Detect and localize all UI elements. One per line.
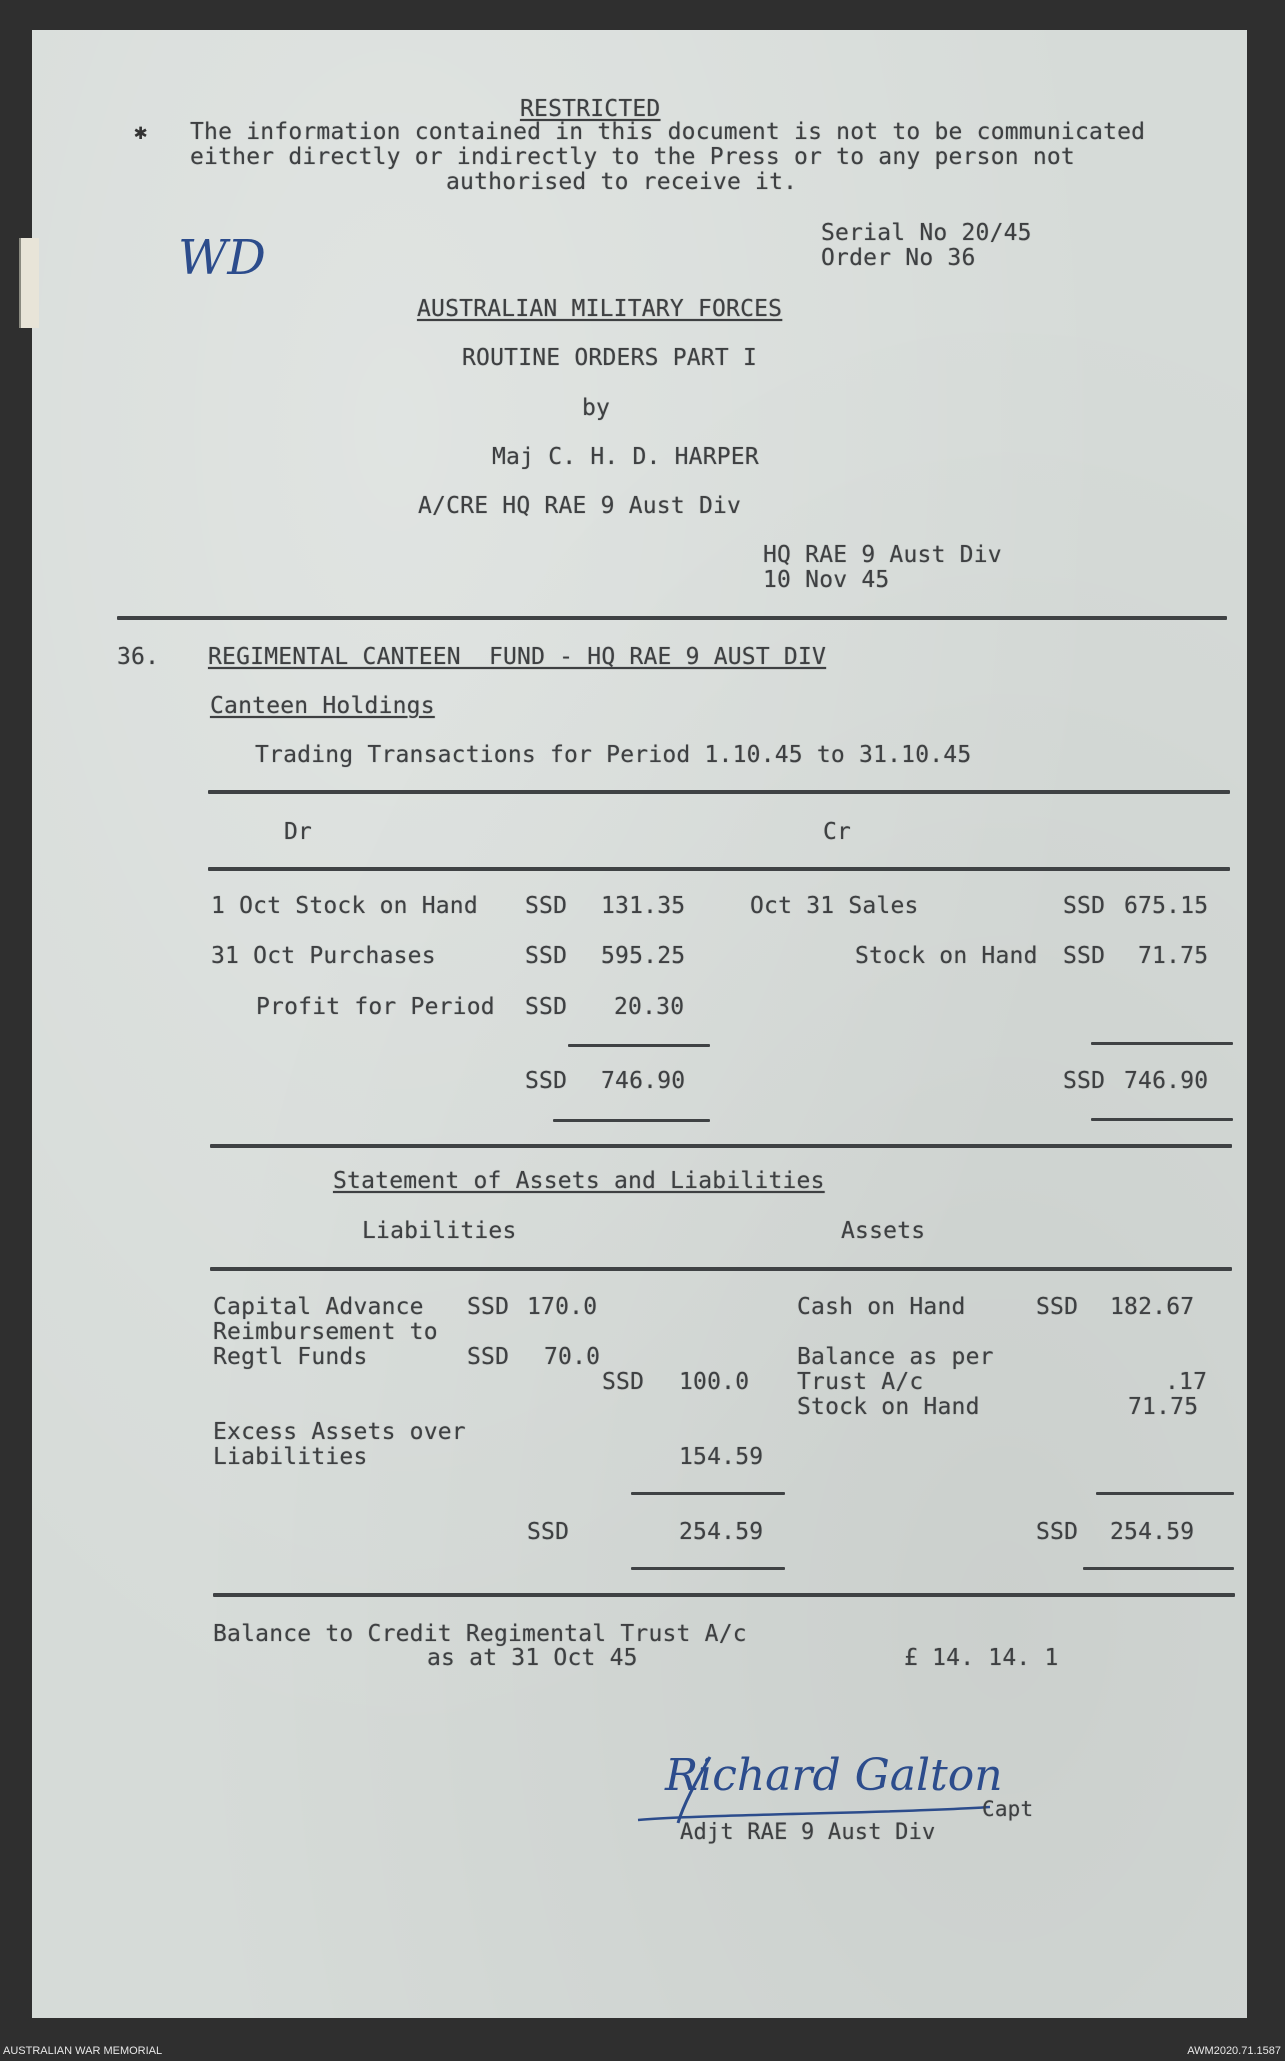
document-page (32, 30, 1247, 2018)
dr-sum-rule (568, 1044, 710, 1047)
trust-amount: £ 14. 14. 1 (904, 1645, 1059, 1671)
trading-top-rule (208, 790, 1230, 794)
classification: RESTRICTED (520, 96, 661, 122)
stock-label: Stock on Hand (797, 1394, 980, 1420)
statement-heading: Statement of Assets and Liabilities (333, 1168, 825, 1194)
capital-advance-currency: SSD (467, 1294, 510, 1320)
dr-total-currency: SSD (525, 1068, 568, 1094)
debit-amount: 131.35 (601, 893, 686, 919)
forces-title: AUSTRALIAN MILITARY FORCES (417, 296, 783, 322)
excess-amount: 154.59 (679, 1444, 764, 1470)
credit-amount: 71.75 (1138, 943, 1209, 969)
credit-currency: SSD (1063, 943, 1106, 969)
cash-amount: 182.67 (1110, 1294, 1195, 1320)
header-rule (117, 616, 1227, 620)
cr-total-rule (1091, 1118, 1233, 1121)
order-number: Order No 36 (821, 245, 976, 271)
balance-label-2: Trust A/c (797, 1369, 924, 1395)
cash-currency: SSD (1036, 1294, 1079, 1320)
debit-label: Profit for Period (256, 994, 495, 1020)
notice-line-1: The information contained in this document is not to be communicated (190, 119, 1146, 145)
binding-tab (19, 238, 39, 328)
excess-label-1: Excess Assets over (213, 1419, 466, 1445)
statement-header-rule (210, 1267, 1232, 1271)
debit-currency: SSD (525, 893, 568, 919)
cr-total-currency: SSD (1063, 1068, 1106, 1094)
cash-label: Cash on Hand (797, 1294, 966, 1320)
liabilities-total: 254.59 (679, 1519, 764, 1545)
footer-right: AWM2020.71.1587 (1187, 2045, 1281, 2057)
assets-total-rule (1083, 1567, 1234, 1570)
debit-currency: SSD (525, 994, 568, 1020)
cr-total: 746.90 (1124, 1068, 1209, 1094)
debit-label: 31 Oct Purchases (211, 943, 436, 969)
section-subheading: Canteen Holdings (210, 693, 435, 719)
dr-total: 746.90 (601, 1068, 686, 1094)
trading-header-rule (208, 867, 1230, 871)
order-date: 10 Nov 45 (763, 567, 890, 593)
orders-title: ROUTINE ORDERS PART I (462, 345, 757, 371)
item-heading: REGIMENTAL CANTEEN FUND - HQ RAE 9 AUST DIV (208, 644, 827, 670)
officer-position: A/CRE HQ RAE 9 Aust Div (418, 493, 742, 519)
by-text: by (582, 395, 611, 421)
credit-label: Stock on Hand (855, 943, 1038, 969)
liabilities-total-rule (631, 1567, 785, 1570)
footer-left: AUSTRALIAN WAR MEMORIAL (3, 2045, 163, 2057)
assets-sum-rule (1096, 1492, 1234, 1495)
item-number: 36. (117, 644, 160, 670)
notice-line-3: authorised to receive it. (446, 169, 798, 195)
hq-location: HQ RAE 9 Aust Div (763, 542, 1002, 568)
assets-total: 254.59 (1110, 1519, 1195, 1545)
dr-total-rule (553, 1119, 710, 1122)
signatory-rank: Capt (982, 1797, 1034, 1821)
reimbursement-currency: SSD (467, 1344, 510, 1370)
credit-label: Oct 31 Sales (750, 893, 919, 919)
debit-amount: 595.25 (601, 943, 686, 969)
trust-label-1: Balance to Credit Regimental Trust A/c (213, 1621, 747, 1647)
stock-amount: 71.75 (1128, 1394, 1199, 1420)
liabilities-total-currency: SSD (527, 1519, 570, 1545)
handwritten-wd: WD (178, 230, 266, 286)
capital-advance-label: Capital Advance (213, 1294, 424, 1320)
dr-label: Dr (284, 819, 313, 845)
reimbursement-label-1: Reimbursement to (213, 1319, 438, 1345)
statement-bottom-rule (213, 1593, 1235, 1597)
reimbursement-label-2: Regtl Funds (213, 1344, 368, 1370)
assets-label: Assets (841, 1218, 926, 1244)
liabilities-sum-rule (631, 1492, 785, 1495)
excess-label-2: Liabilities (213, 1444, 368, 1470)
debit-label: 1 Oct Stock on Hand (211, 893, 478, 919)
liabilities-subtotal: 100.0 (679, 1369, 750, 1395)
notice-line-2: either directly or indirectly to the Press or to any person not (190, 144, 1075, 170)
signature-name: Richard Galton (665, 1750, 1003, 1801)
credit-currency: SSD (1063, 893, 1106, 919)
trading-bottom-rule (210, 1144, 1232, 1148)
liabilities-label: Liabilities (362, 1218, 517, 1244)
trading-period: Trading Transactions for Period 1.10.45 to 31.10.45 (255, 742, 972, 768)
assets-total-currency: SSD (1036, 1519, 1079, 1545)
cr-sum-rule (1091, 1042, 1233, 1045)
star-mark-icon: ✱ (134, 120, 148, 145)
cr-label: Cr (823, 819, 852, 845)
serial-number: Serial No 20/45 (821, 220, 1032, 246)
credit-amount: 675.15 (1124, 893, 1209, 919)
capital-advance-amount: 170.0 (527, 1294, 598, 1320)
officer-name: Maj C. H. D. HARPER (492, 444, 759, 470)
balance-amount: .17 (1165, 1369, 1208, 1395)
trust-label-2: as at 31 Oct 45 (427, 1645, 638, 1671)
reimbursement-amount: 70.0 (544, 1344, 601, 1370)
balance-label-1: Balance as per (797, 1344, 994, 1370)
debit-currency: SSD (525, 943, 568, 969)
signatory-appointment: Adjt RAE 9 Aust Div (680, 1820, 936, 1845)
liabilities-subtotal-currency: SSD (602, 1369, 645, 1395)
debit-amount: 20.30 (614, 994, 685, 1020)
